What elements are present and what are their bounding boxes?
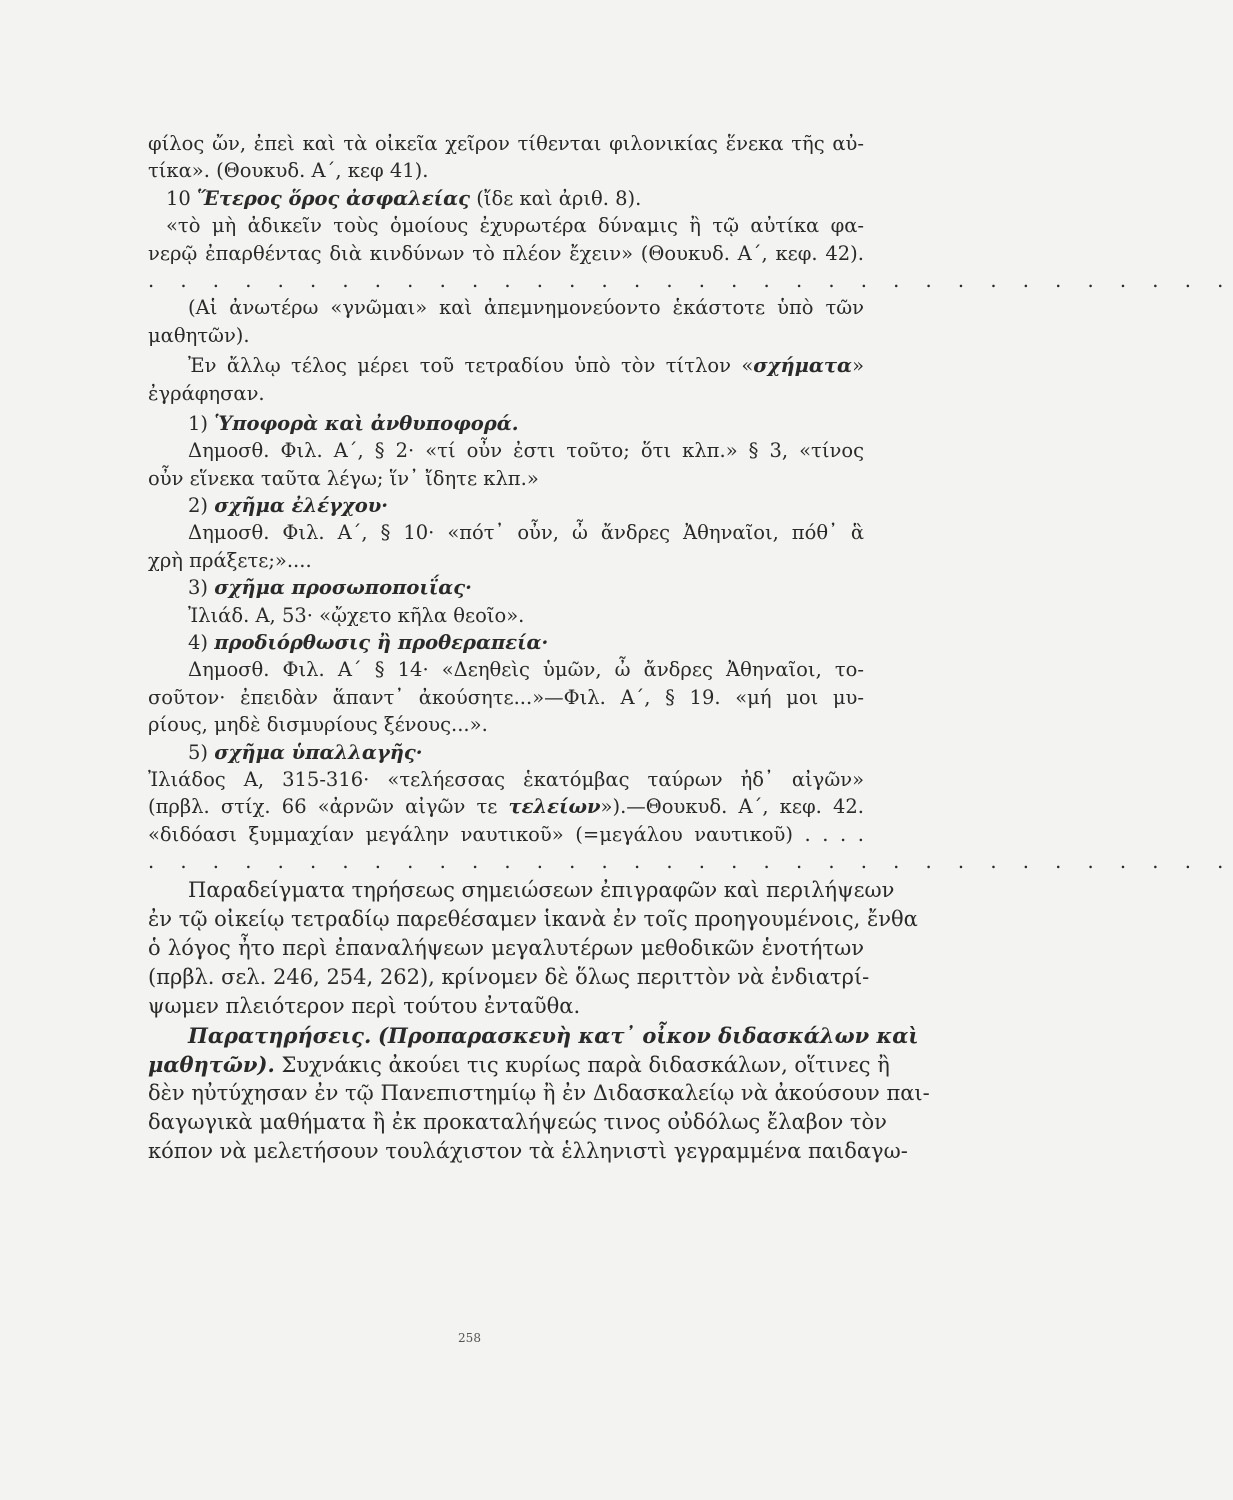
remarks-heading: Παρατηρήσεις. (Προπαρασκευὴ κατ᾽ οἶκον διδασκάλων καὶ — [188, 1022, 919, 1048]
page-text — [148, 130, 1233, 1166]
text-line: μαθητῶν). Συχνάκις ἀκούει τις κυρίως παρὰ διδασκάλων, οἵτινες ἢ — [148, 1051, 890, 1077]
text-line: δαγωγικὰ μαθήματα ἢ ἐκ προκαταλήψεώς τινος οὐδόλως ἔλαβον τὸν — [148, 1109, 887, 1134]
text-line: ἐγράφησαν. — [148, 381, 265, 405]
figure-heading: 3) σχῆμα προσωποποιΐας· — [188, 576, 472, 600]
text-line: (πρβλ. στίχ. 66 «ἀρνῶν αἰγῶν τε τελείων»).—Θουκυδ. Α΄, κεφ. 42. — [148, 795, 864, 819]
text-line: τίκα». (Θουκυδ. Α΄, κεφ 41). — [148, 159, 429, 183]
text-line: Ἐν ἄλλῳ τέλος μέρει τοῦ τετραδίου ὑπὸ τὸν τίτλον «σχήματα» — [188, 354, 864, 378]
text-line: Παραδείγματα τηρήσεως σημειώσεων ἐπιγραφῶν καὶ περιλήψεων — [188, 877, 895, 902]
text-line: οὖν εἵνεκα ταῦτα λέγω; ἵν᾽ ἴδητε κλπ.» — [148, 466, 539, 490]
closing-paragraphs — [148, 876, 930, 1166]
text-line: Δημοσθ. Φιλ. Α΄, § 10· «πότ᾽ οὖν, ὦ ἄνδρες Ἀθηναῖοι, πόθ᾽ ἃ — [188, 521, 864, 545]
text-line: ἐν τῷ οἰκείῳ τετραδίῳ παρεθέσαμεν ἱκανὰ ἐν τοῖς προηγουμένοις, ἔνθα — [148, 906, 918, 931]
text-line: νερῷ ἐπαρθέντας διὰ κινδύνων τὸ πλέον ἔχειν» (Θουκυδ. Α΄, κεφ. 42). — [148, 241, 864, 265]
text-line: «διδόασι ξυμμαχίαν μεγάλην ναυτικοῦ» (=μεγάλου ναυτικοῦ) . . . . — [148, 822, 864, 846]
text-line: ὁ λόγος ἦτο περὶ ἐπαναλήψεων μεγαλυτέρων μεθοδικῶν ἑνοτήτων — [148, 935, 864, 960]
text-line: «τὸ μὴ ἀδικεῖν τοὺς ὁμοίους ἐχυρωτέρα δύναμις ἢ τῷ αὐτίκα φα- — [166, 214, 864, 238]
section-heading: 10 Ἕτερος ὅρος ἀσφαλείας (ἴδε καὶ ἀριθ. 8). — [166, 186, 642, 210]
text-line: (Αἱ ἀνωτέρω «γνῶμαι» καὶ ἀπεμνημονεύοντο ἑκάστοτε ὑπὸ τῶν — [188, 296, 864, 320]
text-line: ψωμεν πλειότερον περὶ τούτου ἐνταῦθα. — [148, 993, 581, 1018]
figure-heading: 2) σχῆμα ἐλέγχου· — [188, 494, 389, 518]
text-line: (πρβλ. σελ. 246, 254, 262), κρίνομεν δὲ ὅλως περιττὸν νὰ ἐνδιατρί- — [148, 964, 870, 989]
text-line: Δημοσθ. Φιλ. Α΄, § 2· «τί οὖν ἐστι τοῦτο; ὅτι κλπ.» § 3, «τίνος — [188, 439, 864, 463]
text-line: ρίους, μηδὲ δισμυρίους ξένους...». — [148, 713, 488, 737]
ellipsis-row: . . . . . . . . . . . . . . . . . . . . . . . . . . . . . . . . . . — [148, 850, 1233, 874]
figure-heading: 5) σχῆμα ὑπαλλαγῆς· — [188, 740, 423, 764]
ellipsis-row: . . . . . . . . . . . . . . . . . . . . . . . . . . . . . . . . . . — [148, 268, 1233, 292]
text-line: κόπον νὰ μελετήσουν τουλάχιστον τὰ ἑλληνιστὶ γεγραμμένα παιδαγω- — [148, 1138, 908, 1163]
text-line: Ἰλιάδ. Α, 53· «ᾤχετο κῆλα θεοῖο». — [188, 603, 525, 627]
text-line: Δημοσθ. Φιλ. Α΄ § 14· «Δεηθεὶς ὑμῶν, ὦ ἄνδρες Ἀθηναῖοι, το- — [188, 658, 864, 682]
page-number: 258 — [458, 1331, 481, 1345]
text-line: σοῦτον· ἐπειδὰν ἅπαντ᾽ ἀκούσητε...»—Φιλ. Α΄, § 19. «μή μοι μυ- — [148, 685, 864, 709]
figure-heading: 4) προδιόρθωσις ἢ προθεραπεία· — [188, 631, 549, 655]
text-line: φίλος ὤν, ἐπεὶ καὶ τὰ οἰκεῖα χεῖρον τίθενται φιλονικίας ἕνεκα τῆς αὐ- — [148, 132, 864, 155]
figure-heading: 1) Ὑποφορὰ καὶ ἀνθυποφορά. — [188, 411, 519, 435]
text-line: Ἰλιάδος Α, 315-316· «τελήεσσας ἑκατόμβας ταύρων ἠδ᾽ αἰγῶν» — [148, 767, 864, 791]
text-line: μαθητῶν). — [148, 323, 250, 347]
text-line: δὲν ηὐτύχησαν ἐν τῷ Πανεπιστημίῳ ἢ ἐν Διδασκαλείῳ νὰ ἀκούσουν παι- — [148, 1080, 930, 1105]
text-line: χρὴ πράξετε;».... — [148, 548, 312, 572]
